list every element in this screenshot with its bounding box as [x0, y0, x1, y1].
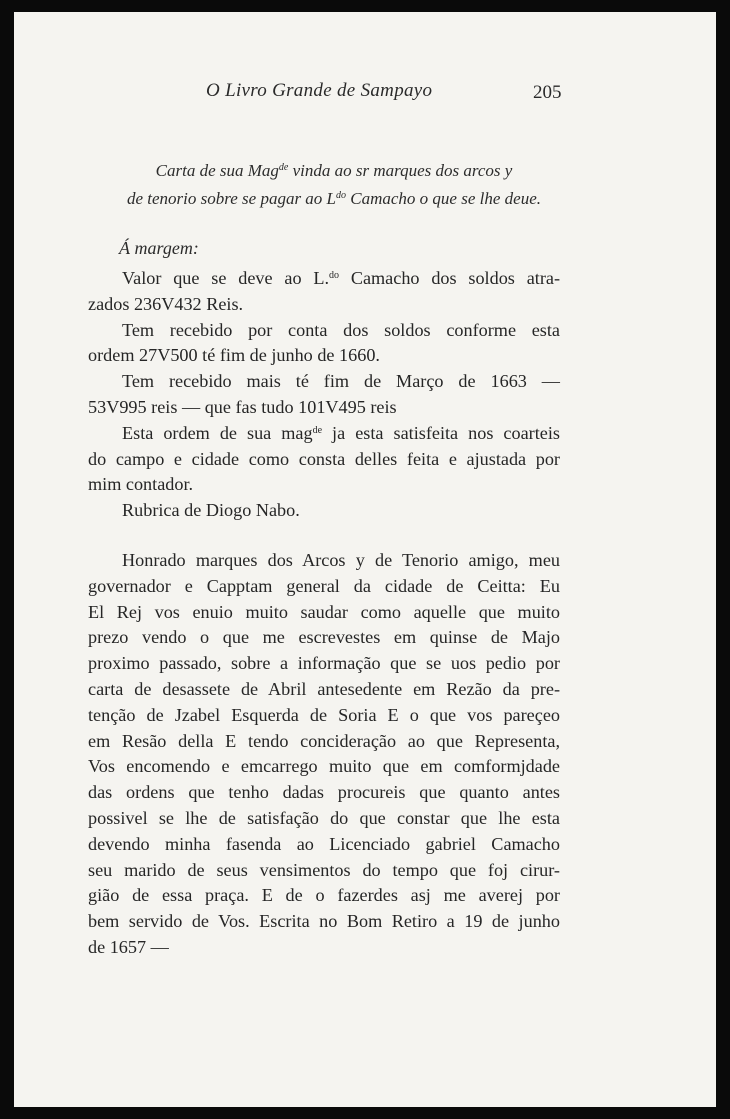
margin-note-label: Á margem:	[119, 238, 199, 258]
text-line: do campo e cidade como consta delles feita e ajustada por	[88, 448, 560, 469]
heading-line-1: Carta de sua Mag$^{de}$ vinda ao sr marques dos arcos y	[155, 161, 513, 180]
text-line: El Rej vos enuio muito saudar como aquelle que muito	[88, 601, 560, 622]
text-line: possivel se lhe de satisfação do que constar que lhe esta	[88, 807, 560, 828]
running-header	[14, 80, 716, 110]
text-line: mim contador.	[88, 474, 194, 495]
signature-line: Rubrica de Diogo Nabo.	[122, 500, 300, 521]
text-line: Vos encomendo e emcarrego muito que em comformjdade	[88, 756, 560, 777]
text-line: seu marido de seus vensimentos do tempo que foj cirur-	[88, 859, 560, 880]
heading-line-2: de tenorio sobre se pagar ao $L^{do}$ Camacho o que se lhe deue.	[126, 189, 541, 208]
text-line: Honrado marques dos Arcos y de Tenorio amigo, meu	[122, 550, 560, 570]
running-title: O Livro Grande de Sampayo	[206, 80, 433, 101]
text-line: das ordens que tenho dadas procureis que quanto antes	[88, 782, 560, 803]
text-line: governador e Capptam general da cidade de Ceitta: Eu	[88, 575, 560, 596]
text-line: Tem recebido por conta dos soldos conforme esta	[122, 319, 560, 340]
text-line: carta de desassete de Abril antesedente em Rezão da pre-	[88, 678, 560, 699]
text-line: ordem 27V500 té fim de junho de 1660.	[88, 345, 380, 366]
book-page	[14, 12, 716, 1107]
document-heading	[99, 157, 569, 213]
text-line: 53V995 reis — que fas tudo 101V495 reis	[88, 396, 397, 417]
text-line: Tem recebido mais té fim de Março de 1663 —	[122, 371, 560, 392]
text-line: proximo passado, sobre a informação que se uos pedio por	[88, 653, 560, 674]
page-number: 205	[533, 82, 562, 103]
text-line: zados 236V432 Reis.	[88, 293, 244, 314]
text-line: Valor que se deve ao L.$^{do}$ Camacho dos soldos atra-	[122, 268, 561, 288]
royal-letter	[88, 548, 560, 961]
margin-note-body	[88, 266, 560, 524]
text-line: de 1657 —	[88, 936, 169, 957]
text-line: em Resão della E tendo concideração ao que Representa,	[88, 730, 560, 751]
text-line: gião de essa praça. E de o fazerdes asj me averej por	[88, 885, 560, 906]
text-line: prezo vendo o que me escrevestes em quinse de Majo	[88, 627, 560, 648]
text-line: tenção de Jzabel Esquerda de Soria E o que vos pareçeo	[88, 704, 560, 725]
text-line: Esta ordem de sua mag$^{de}$ ja esta satisfeita nos coarteis	[122, 422, 560, 443]
text-line: devendo minha fasenda ao Licenciado gabriel Camacho	[88, 833, 560, 854]
text-line: bem servido de Vos. Escrita no Bom Retiro a 19 de junho	[88, 911, 560, 932]
